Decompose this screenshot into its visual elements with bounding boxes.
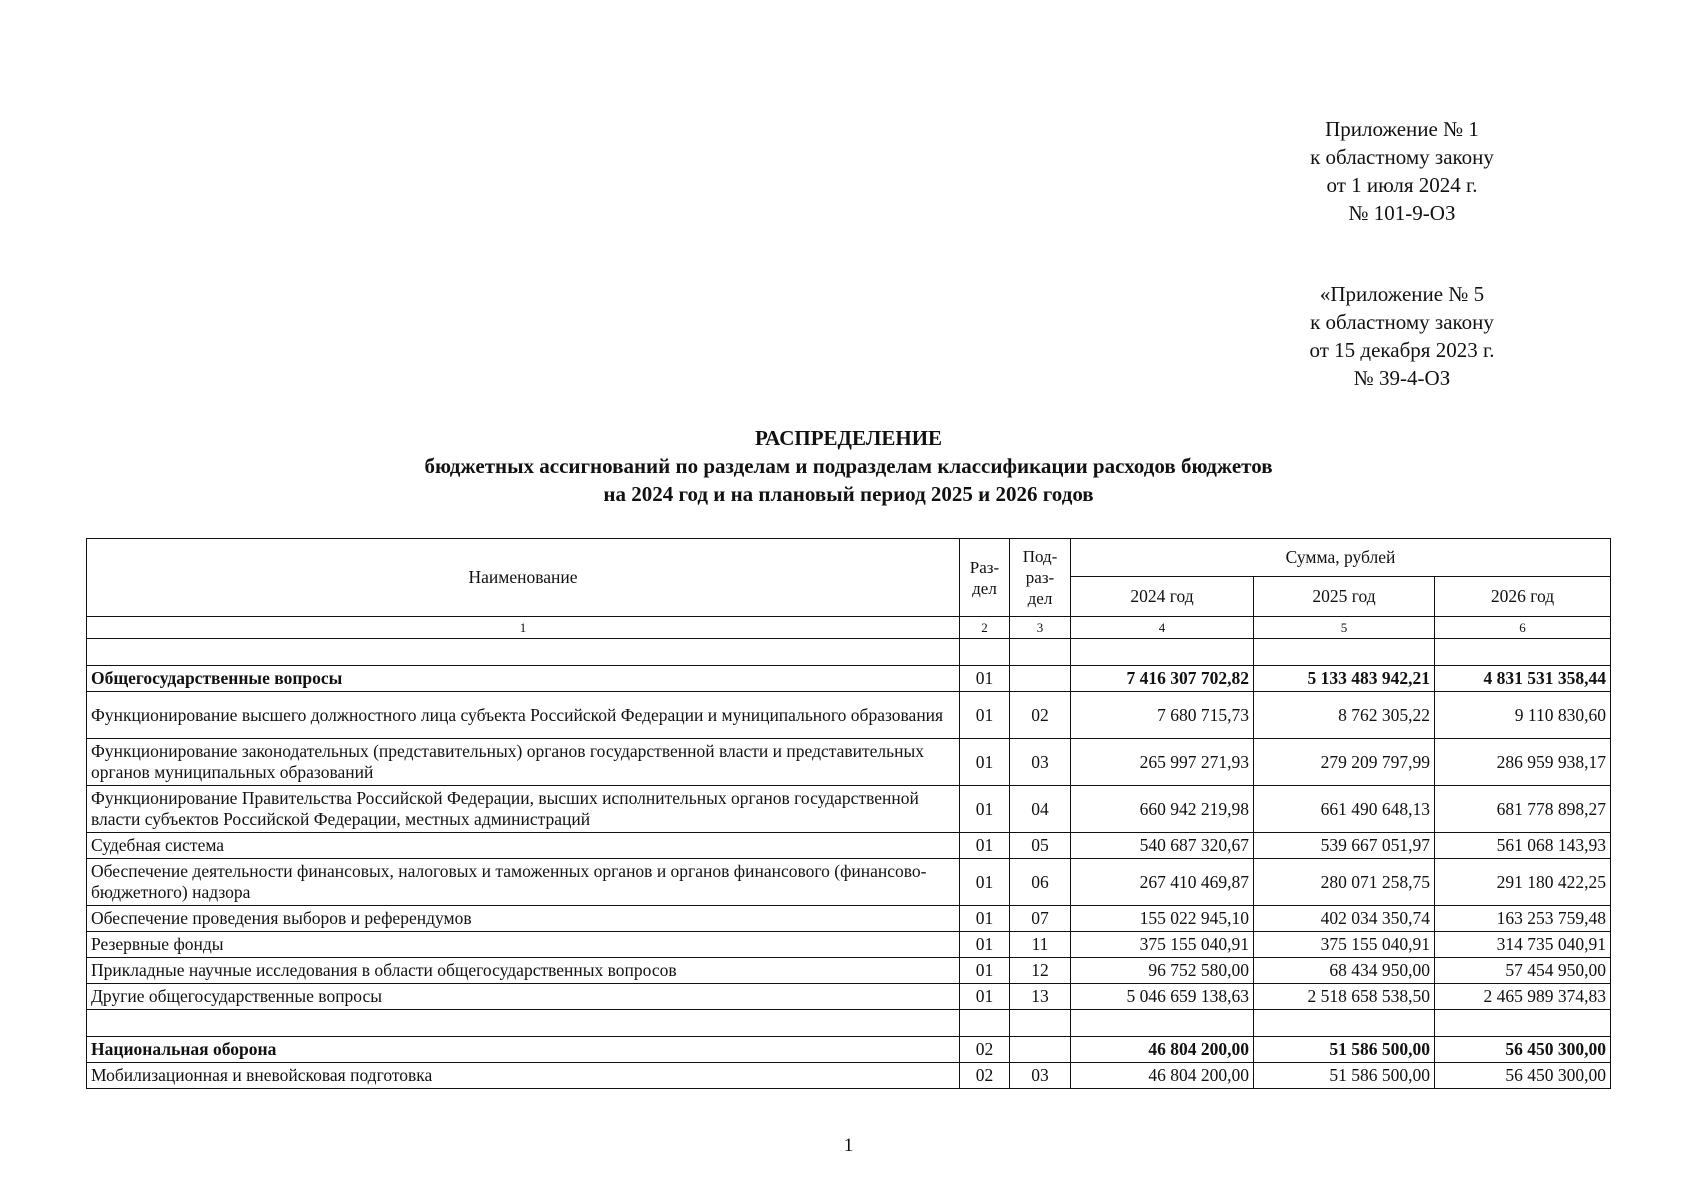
row-subsection: 11	[1010, 932, 1071, 958]
header-section-part: дел	[972, 578, 997, 598]
row-amount-2025: 51 586 500,00	[1254, 1037, 1435, 1063]
header-section	[960, 539, 1010, 617]
row-name: Другие общегосударственные вопросы	[87, 984, 960, 1010]
row-amount-2026: 314 735 040,91	[1435, 932, 1611, 958]
row-section: 01	[960, 984, 1010, 1010]
row-amount-2025: 280 071 258,75	[1254, 859, 1435, 906]
appendix-5-line: «Приложение № 5	[1319, 282, 1485, 306]
row-amount-2025: 68 434 950,00	[1254, 958, 1435, 984]
row-subsection: 05	[1010, 833, 1071, 859]
column-number: 4	[1071, 617, 1254, 639]
column-number: 2	[960, 617, 1010, 639]
appendix-1-line: от 1 июля 2024 г.	[1326, 173, 1478, 197]
row-name: Прикладные научные исследования в области общегосударственных вопросов	[87, 958, 960, 984]
row-section: 02	[960, 1063, 1010, 1089]
header-year-2025: 2025 год	[1254, 576, 1435, 616]
table-row	[87, 958, 1611, 984]
row-subsection: 02	[1010, 692, 1071, 739]
header-section-part: Раз-	[969, 557, 1000, 577]
row-subsection	[1010, 666, 1071, 692]
row-amount-2026: 57 454 950,00	[1435, 958, 1611, 984]
header-subsection-part: раз-	[1025, 568, 1055, 587]
row-amount-2024: 540 687 320,67	[1071, 833, 1254, 859]
row-name: Национальная оборона	[87, 1037, 960, 1063]
row-section: 01	[960, 932, 1010, 958]
row-section: 01	[960, 859, 1010, 906]
row-subsection: 06	[1010, 859, 1071, 906]
row-subsection: 12	[1010, 958, 1071, 984]
appendix-1-line: к областному закону	[1310, 145, 1494, 169]
budget-table	[86, 538, 1611, 1089]
row-subsection: 04	[1010, 786, 1071, 833]
row-name: Обеспечение проведения выборов и референдумов	[87, 906, 960, 932]
row-amount-2025: 279 209 797,99	[1254, 739, 1435, 786]
row-section: 01	[960, 692, 1010, 739]
row-amount-2025: 51 586 500,00	[1254, 1063, 1435, 1089]
header-year-2024: 2024 год	[1071, 576, 1254, 616]
row-subsection: 03	[1010, 739, 1071, 786]
row-name: Обеспечение деятельности финансовых, налоговых и таможенных органов и органов финансового (финансово-бюджетного) надзора	[87, 859, 960, 906]
appendix-5-line: к областному закону	[1310, 310, 1494, 334]
row-amount-2026: 163 253 759,48	[1435, 906, 1611, 932]
row-name: Функционирование высшего должностного лица субъекта Российской Федерации и муниципального образования	[87, 692, 960, 739]
row-amount-2026: 9 110 830,60	[1435, 692, 1611, 739]
table-row	[87, 786, 1611, 833]
row-name: Мобилизационная и вневойсковая подготовка	[87, 1063, 960, 1089]
row-section: 01	[960, 739, 1010, 786]
spacer-row	[87, 639, 1611, 666]
table-row	[87, 833, 1611, 859]
row-amount-2024: 155 022 945,10	[1071, 906, 1254, 932]
row-name: Общегосударственные вопросы	[87, 666, 960, 692]
header-subsection-part: Под-	[1022, 547, 1058, 566]
header-year-2026: 2026 год	[1435, 576, 1611, 616]
column-number: 1	[87, 617, 960, 639]
column-number: 6	[1435, 617, 1611, 639]
row-amount-2025: 5 133 483 942,21	[1254, 666, 1435, 692]
row-subsection	[1010, 1037, 1071, 1063]
row-amount-2024: 265 997 271,93	[1071, 739, 1254, 786]
appendix-1-line: № 101-9-ОЗ	[1348, 201, 1456, 225]
row-section: 02	[960, 1037, 1010, 1063]
title-line-3: на 2024 год и на плановый период 2025 и 2026 годов	[603, 482, 1094, 506]
row-amount-2024: 46 804 200,00	[1071, 1063, 1254, 1089]
header-subsection	[1010, 539, 1071, 617]
row-subsection: 13	[1010, 984, 1071, 1010]
row-amount-2026: 681 778 898,27	[1435, 786, 1611, 833]
spacer-row	[87, 1010, 1611, 1037]
table-row	[87, 984, 1611, 1010]
document-title	[0, 424, 1697, 508]
row-amount-2026: 56 450 300,00	[1435, 1037, 1611, 1063]
row-section: 01	[960, 833, 1010, 859]
page-number: 1	[843, 1135, 854, 1156]
row-amount-2024: 7 680 715,73	[1071, 692, 1254, 739]
header-subsection-part: дел	[1027, 589, 1053, 608]
column-number-row	[87, 617, 1611, 639]
row-name: Функционирование Правительства Российской Федерации, высших исполнительных органов государственной власти субъектов Российской Федерации, местных администраций	[87, 786, 960, 833]
row-section: 01	[960, 666, 1010, 692]
row-amount-2024: 267 410 469,87	[1071, 859, 1254, 906]
title-line-1: РАСПРЕДЕЛЕНИЕ	[754, 426, 943, 450]
appendix-note-1	[1262, 115, 1542, 227]
row-name: Судебная система	[87, 833, 960, 859]
row-amount-2024: 46 804 200,00	[1071, 1037, 1254, 1063]
table-row	[87, 932, 1611, 958]
row-amount-2026: 291 180 422,25	[1435, 859, 1611, 906]
row-subsection: 07	[1010, 906, 1071, 932]
row-amount-2026: 286 959 938,17	[1435, 739, 1611, 786]
row-amount-2024: 375 155 040,91	[1071, 932, 1254, 958]
table-row	[87, 1063, 1611, 1089]
row-section: 01	[960, 786, 1010, 833]
row-amount-2026: 2 465 989 374,83	[1435, 984, 1611, 1010]
table-row	[87, 859, 1611, 906]
row-section: 01	[960, 906, 1010, 932]
row-amount-2025: 2 518 658 538,50	[1254, 984, 1435, 1010]
header-name: Наименование	[87, 539, 960, 617]
row-section: 01	[960, 958, 1010, 984]
row-amount-2025: 375 155 040,91	[1254, 932, 1435, 958]
column-number: 3	[1010, 617, 1071, 639]
title-line-2: бюджетных ассигнований по разделам и подразделам классификации расходов бюджетов	[424, 454, 1273, 478]
table-row	[87, 906, 1611, 932]
row-amount-2026: 561 068 143,93	[1435, 833, 1611, 859]
row-amount-2025: 661 490 648,13	[1254, 786, 1435, 833]
table-row	[87, 1037, 1611, 1063]
row-amount-2025: 539 667 051,97	[1254, 833, 1435, 859]
row-amount-2024: 96 752 580,00	[1071, 958, 1254, 984]
appendix-1-line: Приложение № 1	[1325, 117, 1479, 141]
table-row	[87, 739, 1611, 786]
row-name: Функционирование законодательных (представительных) органов государственной власти и представительных органов муниципальных образований	[87, 739, 960, 786]
header-sum: Сумма, рублей	[1071, 539, 1611, 577]
row-amount-2026: 4 831 531 358,44	[1435, 666, 1611, 692]
row-amount-2024: 7 416 307 702,82	[1071, 666, 1254, 692]
row-amount-2024: 660 942 219,98	[1071, 786, 1254, 833]
row-amount-2024: 5 046 659 138,63	[1071, 984, 1254, 1010]
row-subsection: 03	[1010, 1063, 1071, 1089]
row-amount-2025: 402 034 350,74	[1254, 906, 1435, 932]
table-row	[87, 666, 1611, 692]
row-name: Резервные фонды	[87, 932, 960, 958]
appendix-note-5	[1262, 280, 1542, 392]
row-amount-2025: 8 762 305,22	[1254, 692, 1435, 739]
appendix-5-line: от 15 декабря 2023 г.	[1309, 338, 1495, 362]
column-number: 5	[1254, 617, 1435, 639]
table-row	[87, 692, 1611, 739]
row-amount-2026: 56 450 300,00	[1435, 1063, 1611, 1089]
appendix-5-line: № 39-4-ОЗ	[1353, 366, 1451, 390]
